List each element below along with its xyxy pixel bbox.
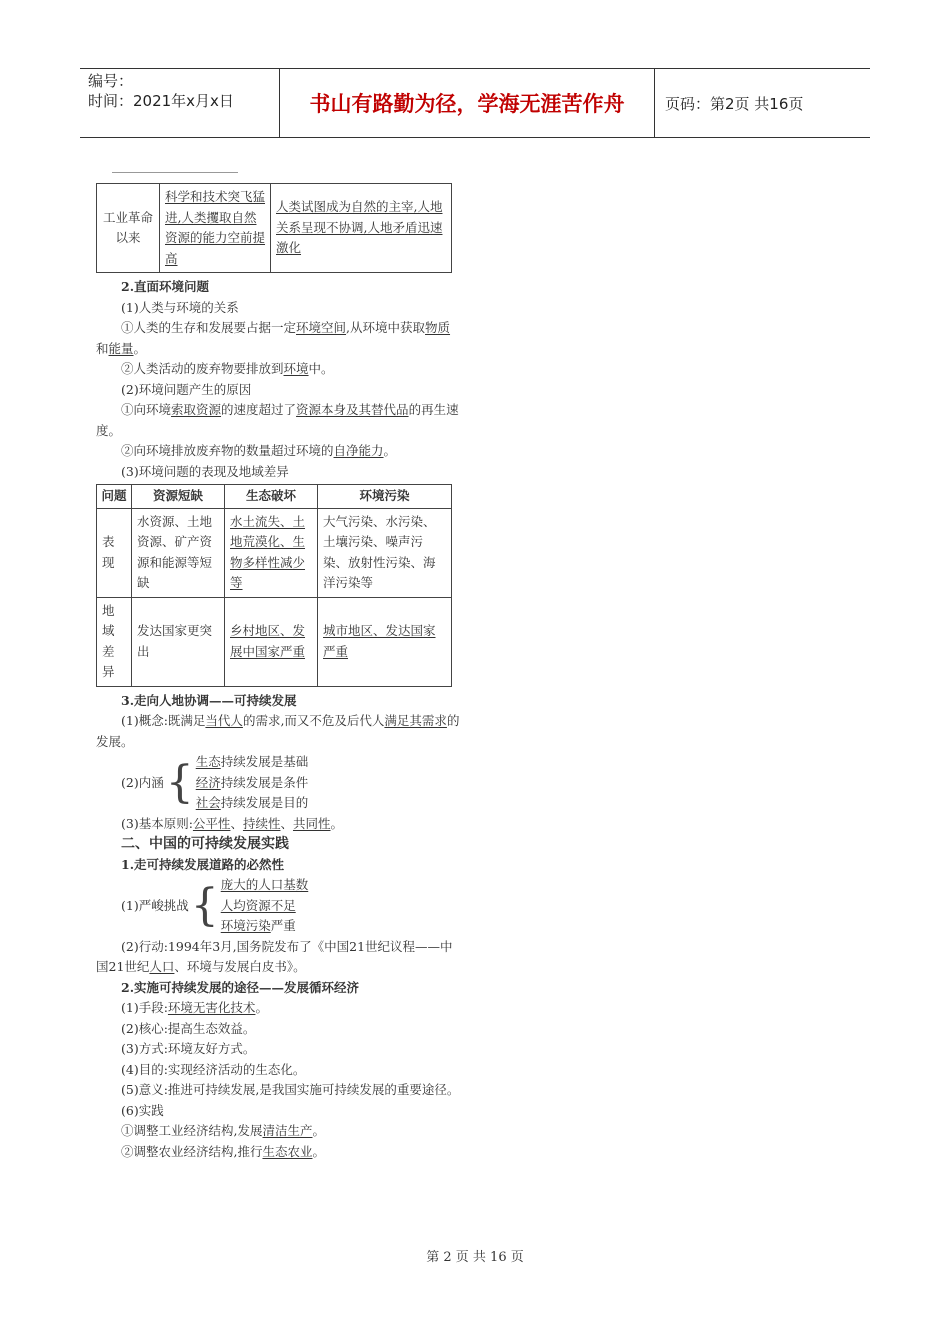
- table-cell: 乡村地区、发展中国家严重: [225, 597, 318, 686]
- table-row: [97, 508, 452, 597]
- table-header-row: [97, 485, 452, 509]
- paragraph: ①调整工业经济结构,发展清洁生产。: [121, 1123, 326, 1138]
- paragraph: (2)核心:提高生态效益。: [121, 1020, 256, 1036]
- tech-cell: 科学和技术突飞猛进,人类攫取自然资源的能力空前提高: [160, 184, 271, 273]
- section-title: 2.实施可持续发展的途径——发展循环经济: [121, 979, 360, 995]
- list-item: 社会持续发展是目的: [195, 795, 309, 810]
- brace-icon: {: [190, 879, 219, 931]
- brace-icon: {: [165, 756, 194, 808]
- paragraph: ①向环境索取资源的速度超过了资源本身及其替代品的再生速度。: [96, 402, 459, 438]
- paragraph: ②调整农业经济结构,推行生态农业。: [121, 1143, 326, 1159]
- environment-issues-table: [96, 484, 452, 687]
- table-row: [97, 597, 452, 686]
- section-title: 3.走向人地协调——可持续发展: [121, 692, 297, 708]
- paragraph: ②人类活动的废弃物要排放到环境中。: [121, 361, 334, 376]
- table-cell: 发达国家更突出: [132, 597, 225, 686]
- paragraph: ①人类的生存和发展要占据一定环境空间,从环境中获取物质和能量。: [96, 320, 451, 356]
- sub-heading: (6)实践: [121, 1102, 164, 1118]
- row-label: 表现: [97, 508, 132, 597]
- time-label: 时间：2021年x月x日: [88, 92, 234, 110]
- list-item: 人均资源不足: [220, 897, 296, 913]
- group-label: (2)内涵: [121, 774, 164, 790]
- section-title: 1.走可持续发展道路的必然性: [121, 856, 285, 872]
- table-header: 环境污染: [318, 485, 452, 509]
- paragraph: (1)手段:环境无害化技术。: [121, 1000, 268, 1015]
- table-cell: 大气污染、水污染、土壤污染、噪声污染、放射性污染、海洋污染等: [318, 508, 452, 597]
- paragraph: (2)行动:1994年3月,国务院发布了《中国21世纪议程——中国21世纪人口、环境与发展白皮书》。: [96, 938, 453, 974]
- page-header: [80, 68, 870, 138]
- list-item: 庞大的人口基数: [220, 877, 309, 892]
- sub-heading: (2)环境问题产生的原因: [121, 381, 252, 397]
- document-body: [96, 172, 461, 1162]
- code-label: 编号：: [88, 72, 134, 90]
- table-cell: 水资源、土地资源、矿产资源和能源等短缺: [132, 508, 225, 597]
- header-motto: 书山有路勤为径，学海无涯苦作舟: [280, 69, 655, 137]
- list-item: 经济持续发展是条件: [195, 774, 309, 790]
- header-page-info: 页码：第2页 共16页: [665, 94, 804, 113]
- relation-cell: 人类试图成为自然的主宰,人地关系呈现不协调,人地矛盾迅速激化: [271, 184, 452, 273]
- table-header: 生态破坏: [225, 485, 318, 509]
- era-cell: 工业革命以来: [97, 184, 160, 273]
- industrial-era-table: [96, 183, 452, 273]
- divider: [112, 172, 238, 173]
- challenge-group: [96, 875, 461, 937]
- page-footer: 第 2 页 共 16 页: [426, 1250, 524, 1265]
- connotation-group: [96, 752, 461, 814]
- paragraph: (3)方式:环境友好方式。: [121, 1041, 256, 1056]
- paragraph: ②向环境排放废弃物的数量超过环境的自净能力。: [121, 443, 397, 458]
- part-title: 二、中国的可持续发展实践: [121, 836, 289, 852]
- table-header: 问题: [97, 485, 132, 509]
- paragraph: (4)目的:实现经济活动的生态化。: [121, 1061, 306, 1077]
- table-header: 资源短缺: [132, 485, 225, 509]
- list-item: 环境污染严重: [220, 918, 296, 933]
- paragraph: (5)意义:推进可持续发展,是我国实施可持续发展的重要途径。: [121, 1082, 460, 1097]
- paragraph: (1)概念:既满足当代人的需求,而又不危及后代人满足其需求的发展。: [96, 713, 460, 749]
- sub-heading: (3)环境问题的表现及地域差异: [121, 463, 289, 479]
- header-meta: [80, 69, 280, 137]
- group-label: (1)严峻挑战: [121, 897, 189, 913]
- list-item: 生态持续发展是基础: [195, 754, 309, 769]
- sub-heading: (1)人类与环境的关系: [121, 299, 239, 315]
- table-row: [97, 184, 452, 273]
- table-cell: 城市地区、发达国家严重: [318, 597, 452, 686]
- row-label: 地域差异: [97, 597, 132, 686]
- section-title: 2.直面环境问题: [121, 279, 210, 294]
- table-cell: 水土流失、土地荒漠化、生物多样性减少等: [225, 508, 318, 597]
- paragraph: (3)基本原则:公平性、持续性、共同性。: [121, 815, 344, 831]
